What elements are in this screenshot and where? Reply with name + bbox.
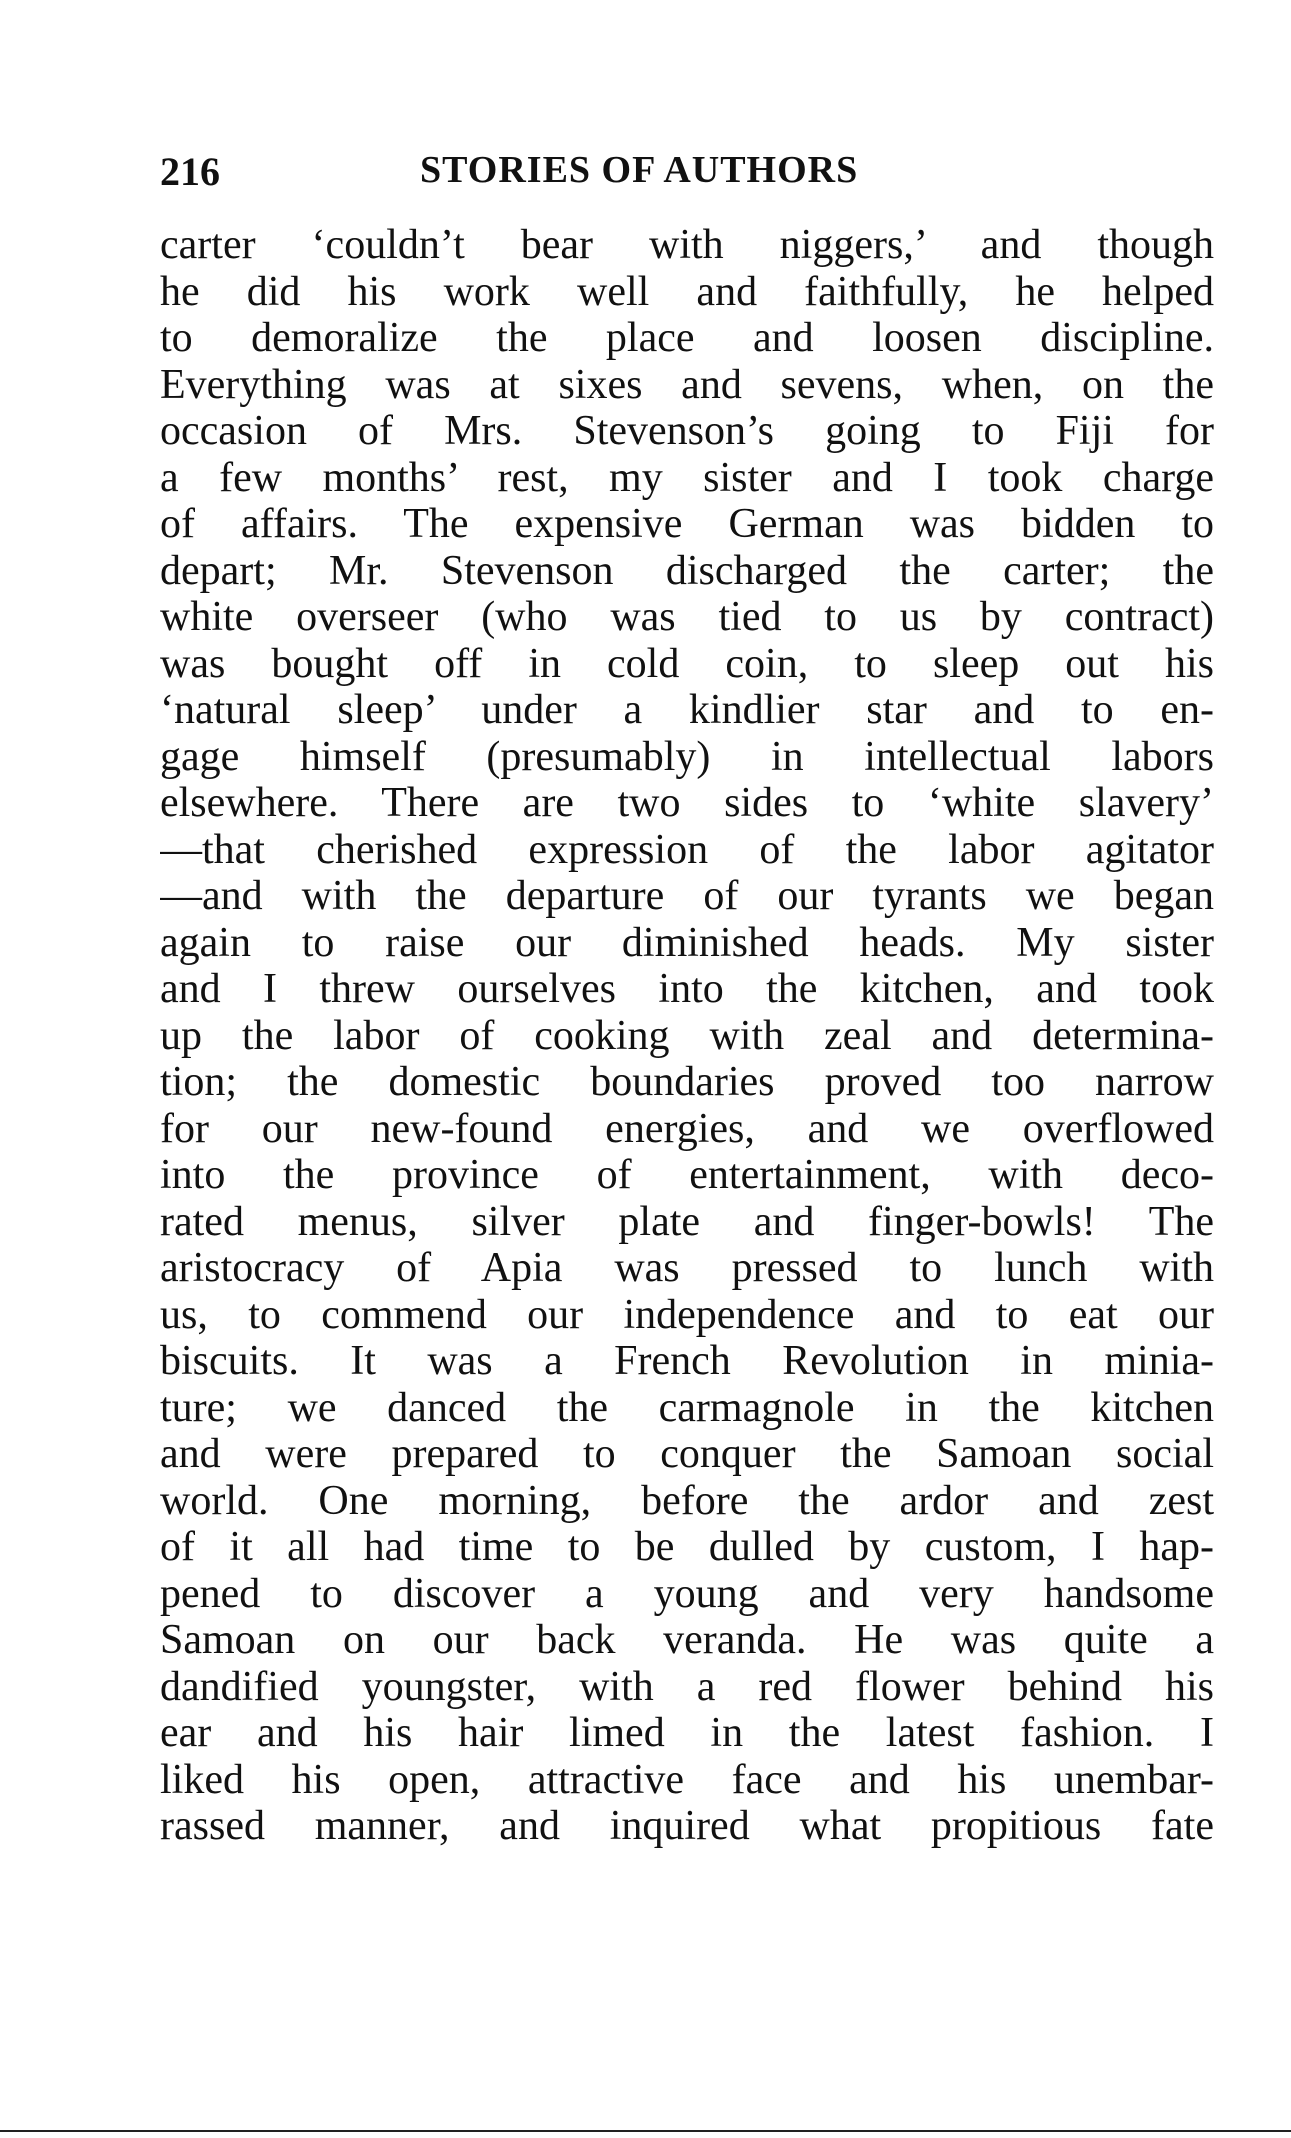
text-line: world. One morning, before the ardor and zest <box>160 1477 1214 1524</box>
text-line: was bought off in cold coin, to sleep out his <box>160 640 1214 687</box>
text-line: and I threw ourselves into the kitchen, and took <box>160 966 1214 1012</box>
text-line: Everything was at sixes and sevens, when, on the <box>160 361 1214 408</box>
text-line: biscuits. It was a French Revolution in minia- <box>160 1338 1214 1384</box>
text-line: liked his open, attractive face and his unembar- <box>160 1756 1214 1803</box>
text-line: aristocracy of Apia was pressed to lunch with <box>160 1245 1214 1291</box>
page-number: 216 <box>160 149 220 194</box>
text-line: rated menus, silver plate and finger-bowls! The <box>160 1198 1214 1245</box>
text-line: ture; we danced the carmagnole in the kitchen <box>160 1384 1214 1431</box>
text-line: Samoan on our back veranda. He was quite a <box>160 1617 1214 1663</box>
text-line: a few months’ rest, my sister and I took charge <box>160 454 1214 501</box>
text-line: and were prepared to conquer the Samoan social <box>160 1431 1214 1477</box>
text-line: occasion of Mrs. Stevenson’s going to Fiji for <box>160 408 1214 454</box>
text-line: dandified youngster, with a red flower behind his <box>160 1663 1214 1710</box>
bottom-rule <box>0 2130 1291 2132</box>
text-line: elsewhere. There are two sides to ‘white slavery’ <box>160 780 1214 826</box>
body-text <box>160 222 1214 1850</box>
text-line: for our new-found energies, and we overflowed <box>160 1105 1214 1152</box>
text-line: ear and his hair limed in the latest fashion. I <box>160 1710 1214 1756</box>
text-line: gage himself (presumably) in intellectual labors <box>160 733 1214 780</box>
text-line: —and with the departure of our tyrants we began <box>160 873 1214 919</box>
text-line: rassed manner, and inquired what propitious fate <box>160 1803 1214 1849</box>
text-line: white overseer (who was tied to us by contract) <box>160 594 1214 640</box>
text-line: —that cherished expression of the labor agitator <box>160 826 1214 873</box>
text-line: into the province of entertainment, with deco- <box>160 1152 1214 1198</box>
text-line: up the labor of cooking with zeal and determina- <box>160 1012 1214 1059</box>
text-line: depart; Mr. Stevenson discharged the carter; the <box>160 547 1214 594</box>
text-line: carter ‘couldn’t bear with niggers,’ and though <box>160 222 1214 268</box>
text-line: of it all had time to be dulled by custom, I hap- <box>160 1524 1214 1570</box>
text-line: to demoralize the place and loosen discipline. <box>160 315 1214 361</box>
text-line: pened to discover a young and very handsome <box>160 1570 1214 1617</box>
text-line: again to raise our diminished heads. My sister <box>160 919 1214 966</box>
text-line: of affairs. The expensive German was bidden to <box>160 501 1214 547</box>
text-line: he did his work well and faithfully, he helped <box>160 268 1214 315</box>
running-head <box>0 148 1291 204</box>
text-line: us, to commend our independence and to eat our <box>160 1291 1214 1338</box>
text-line: tion; the domestic boundaries proved too narrow <box>160 1059 1214 1105</box>
book-title: STORIES OF AUTHORS <box>420 149 859 191</box>
text-line: ‘natural sleep’ under a kindlier star and to en- <box>160 687 1214 733</box>
